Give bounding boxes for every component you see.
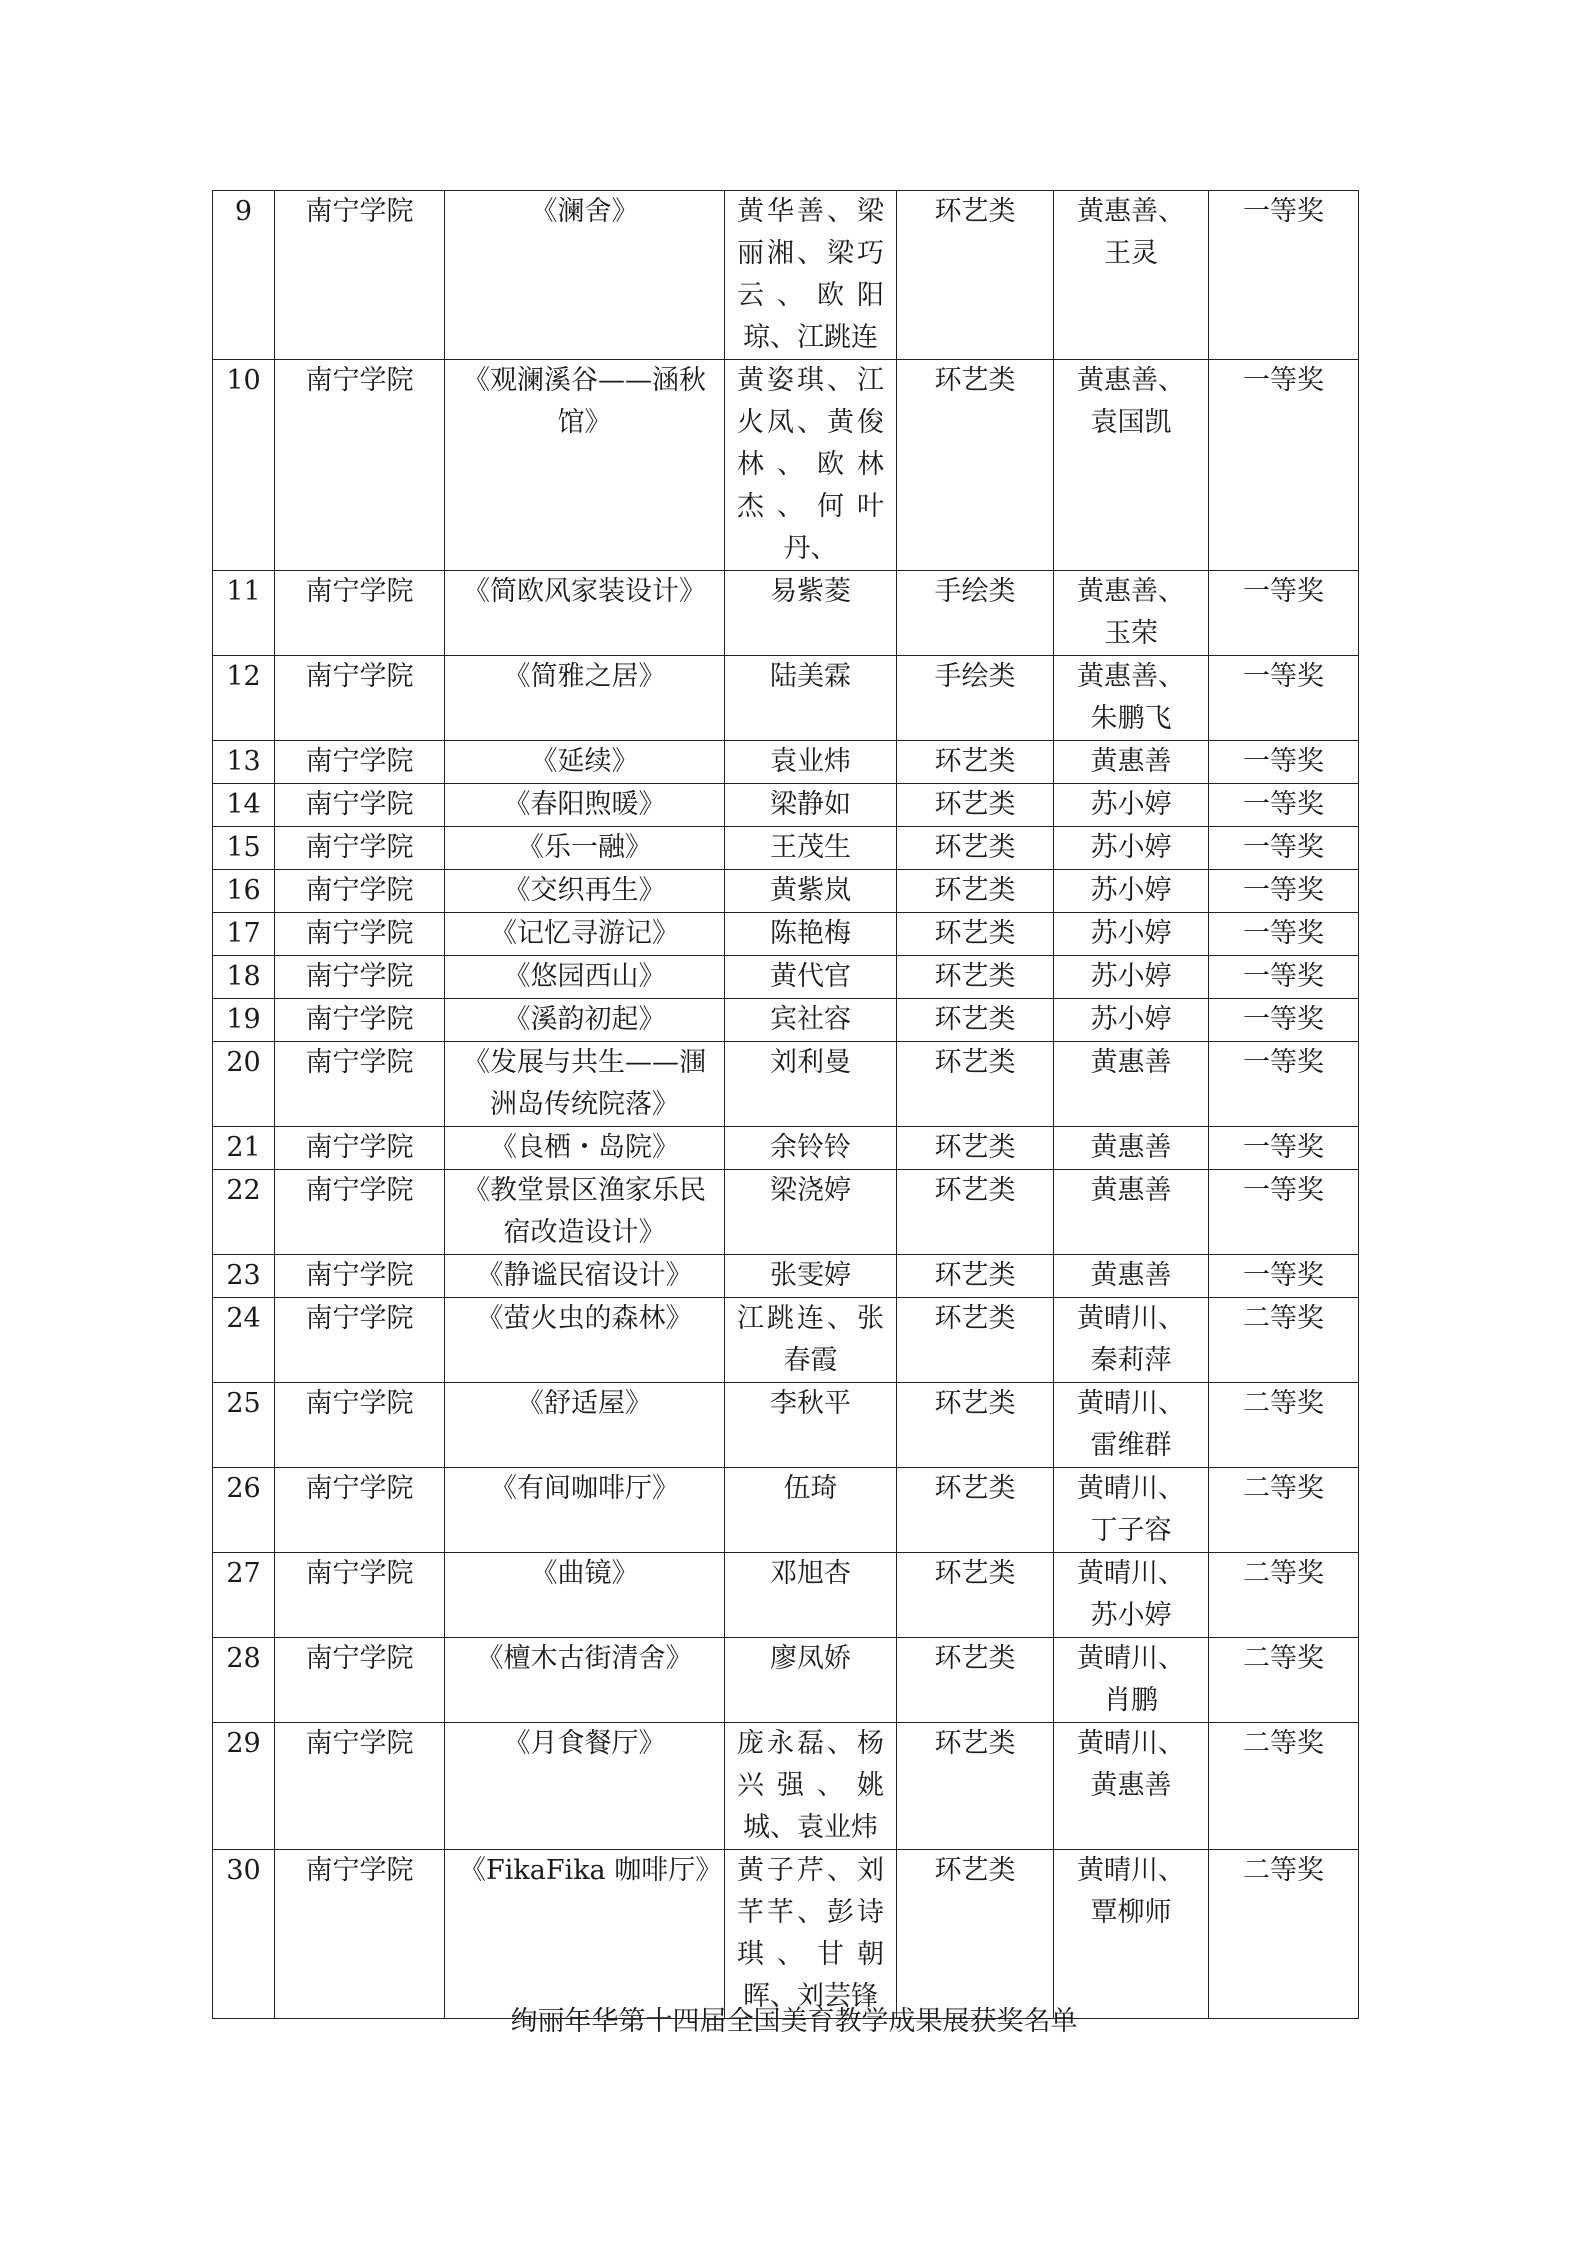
award-cell: 一等奖	[1209, 571, 1359, 656]
row-number: 16	[213, 870, 275, 913]
school-cell: 南宁学院	[275, 1298, 445, 1383]
table-row	[213, 656, 1359, 741]
work-title-cell: 《曲镜》	[445, 1553, 725, 1638]
category-cell: 环艺类	[897, 1850, 1054, 2019]
teacher-cell: 黄晴川、肖鹏	[1054, 1638, 1209, 1723]
row-number: 22	[213, 1170, 275, 1255]
category-cell: 环艺类	[897, 784, 1054, 827]
students-cell: 黄子芹、刘芊芊、彭诗琪、甘朝晖、刘芸锋	[725, 1850, 897, 2019]
work-title-cell: 《观澜溪谷——涵秋馆》	[445, 360, 725, 571]
category-cell: 环艺类	[897, 913, 1054, 956]
work-title-cell: 《溪韵初起》	[445, 999, 725, 1042]
school-cell: 南宁学院	[275, 956, 445, 999]
work-title-cell: 《FikaFika 咖啡厅》	[445, 1850, 725, 2019]
award-cell: 一等奖	[1209, 1255, 1359, 1298]
teacher-cell: 黄晴川、雷维群	[1054, 1383, 1209, 1468]
students-cell: 梁静如	[725, 784, 897, 827]
table-row	[213, 1638, 1359, 1723]
award-cell: 一等奖	[1209, 1127, 1359, 1170]
category-cell: 手绘类	[897, 571, 1054, 656]
work-title-cell: 《澜舍》	[445, 191, 725, 360]
row-number: 28	[213, 1638, 275, 1723]
award-cell: 二等奖	[1209, 1468, 1359, 1553]
work-title-cell: 《悠园西山》	[445, 956, 725, 999]
row-number: 30	[213, 1850, 275, 2019]
category-cell: 环艺类	[897, 191, 1054, 360]
award-cell: 一等奖	[1209, 1042, 1359, 1127]
school-cell: 南宁学院	[275, 1468, 445, 1553]
category-cell: 手绘类	[897, 656, 1054, 741]
school-cell: 南宁学院	[275, 191, 445, 360]
table-row	[213, 1723, 1359, 1850]
school-cell: 南宁学院	[275, 360, 445, 571]
category-cell: 环艺类	[897, 360, 1054, 571]
students-cell: 庞永磊、杨兴强、姚城、袁业炜	[725, 1723, 897, 1850]
teacher-cell: 苏小婷	[1054, 956, 1209, 999]
category-cell: 环艺类	[897, 1468, 1054, 1553]
table-row	[213, 360, 1359, 571]
work-title-cell: 《延续》	[445, 741, 725, 784]
students-cell: 张雯婷	[725, 1255, 897, 1298]
teacher-cell: 黄惠善	[1054, 1127, 1209, 1170]
teacher-cell: 黄惠善	[1054, 1170, 1209, 1255]
table-row	[213, 1850, 1359, 2019]
school-cell: 南宁学院	[275, 827, 445, 870]
row-number: 13	[213, 741, 275, 784]
school-cell: 南宁学院	[275, 1042, 445, 1127]
table-row	[213, 1468, 1359, 1553]
teacher-cell: 黄晴川、丁子容	[1054, 1468, 1209, 1553]
category-cell: 环艺类	[897, 1042, 1054, 1127]
school-cell: 南宁学院	[275, 1553, 445, 1638]
students-cell: 陈艳梅	[725, 913, 897, 956]
category-cell: 环艺类	[897, 1298, 1054, 1383]
table-row	[213, 1553, 1359, 1638]
teacher-cell: 黄惠善	[1054, 1255, 1209, 1298]
category-cell: 环艺类	[897, 1170, 1054, 1255]
students-cell: 易紫菱	[725, 571, 897, 656]
category-cell: 环艺类	[897, 1638, 1054, 1723]
teacher-cell: 黄惠善、袁国凯	[1054, 360, 1209, 571]
category-cell: 环艺类	[897, 999, 1054, 1042]
award-cell: 一等奖	[1209, 913, 1359, 956]
award-cell: 一等奖	[1209, 741, 1359, 784]
teacher-cell: 苏小婷	[1054, 999, 1209, 1042]
work-title-cell: 《檀木古街清舍》	[445, 1638, 725, 1723]
category-cell: 环艺类	[897, 870, 1054, 913]
row-number: 15	[213, 827, 275, 870]
table-row	[213, 827, 1359, 870]
students-cell: 江跳连、张春霞	[725, 1298, 897, 1383]
work-title-cell: 《静谧民宿设计》	[445, 1255, 725, 1298]
award-cell: 二等奖	[1209, 1850, 1359, 2019]
row-number: 11	[213, 571, 275, 656]
table-row	[213, 1383, 1359, 1468]
category-cell: 环艺类	[897, 1127, 1054, 1170]
award-cell: 二等奖	[1209, 1383, 1359, 1468]
students-cell: 刘利曼	[725, 1042, 897, 1127]
students-cell: 梁浇婷	[725, 1170, 897, 1255]
school-cell: 南宁学院	[275, 656, 445, 741]
award-cell: 一等奖	[1209, 656, 1359, 741]
award-cell: 一等奖	[1209, 1170, 1359, 1255]
school-cell: 南宁学院	[275, 741, 445, 784]
work-title-cell: 《教堂景区渔家乐民宿改造设计》	[445, 1170, 725, 1255]
teacher-cell: 黄晴川、秦莉萍	[1054, 1298, 1209, 1383]
table-row	[213, 191, 1359, 360]
school-cell: 南宁学院	[275, 1383, 445, 1468]
school-cell: 南宁学院	[275, 999, 445, 1042]
award-table	[212, 190, 1359, 2019]
row-number: 23	[213, 1255, 275, 1298]
students-cell: 余铃铃	[725, 1127, 897, 1170]
row-number: 10	[213, 360, 275, 571]
table-row	[213, 870, 1359, 913]
table-row	[213, 1170, 1359, 1255]
award-cell: 一等奖	[1209, 784, 1359, 827]
students-cell: 李秋平	[725, 1383, 897, 1468]
row-number: 14	[213, 784, 275, 827]
row-number: 12	[213, 656, 275, 741]
school-cell: 南宁学院	[275, 870, 445, 913]
teacher-cell: 黄晴川、覃柳师	[1054, 1850, 1209, 2019]
students-cell: 黄紫岚	[725, 870, 897, 913]
row-number: 21	[213, 1127, 275, 1170]
students-cell: 王茂生	[725, 827, 897, 870]
school-cell: 南宁学院	[275, 1255, 445, 1298]
teacher-cell: 黄惠善	[1054, 741, 1209, 784]
category-cell: 环艺类	[897, 1723, 1054, 1850]
work-title-cell: 《简欧风家装设计》	[445, 571, 725, 656]
school-cell: 南宁学院	[275, 1638, 445, 1723]
work-title-cell: 《交织再生》	[445, 870, 725, 913]
school-cell: 南宁学院	[275, 571, 445, 656]
work-title-cell: 《简雅之居》	[445, 656, 725, 741]
work-title-cell: 《良栖・岛院》	[445, 1127, 725, 1170]
students-cell: 邓旭杏	[725, 1553, 897, 1638]
work-title-cell: 《记忆寻游记》	[445, 913, 725, 956]
table-row	[213, 913, 1359, 956]
school-cell: 南宁学院	[275, 1170, 445, 1255]
award-cell: 一等奖	[1209, 999, 1359, 1042]
teacher-cell: 苏小婷	[1054, 784, 1209, 827]
award-cell: 一等奖	[1209, 360, 1359, 571]
students-cell: 袁业炜	[725, 741, 897, 784]
award-cell: 一等奖	[1209, 827, 1359, 870]
award-cell: 二等奖	[1209, 1298, 1359, 1383]
category-cell: 环艺类	[897, 827, 1054, 870]
school-cell: 南宁学院	[275, 1850, 445, 2019]
row-number: 25	[213, 1383, 275, 1468]
school-cell: 南宁学院	[275, 784, 445, 827]
work-title-cell: 《乐一融》	[445, 827, 725, 870]
row-number: 18	[213, 956, 275, 999]
table-row	[213, 1255, 1359, 1298]
table-row	[213, 1298, 1359, 1383]
teacher-cell: 黄惠善、王灵	[1054, 191, 1209, 360]
table-row	[213, 784, 1359, 827]
teacher-cell: 黄惠善、朱鹏飞	[1054, 656, 1209, 741]
work-title-cell: 《有间咖啡厅》	[445, 1468, 725, 1553]
table-row	[213, 1042, 1359, 1127]
table-row	[213, 571, 1359, 656]
category-cell: 环艺类	[897, 956, 1054, 999]
row-number: 29	[213, 1723, 275, 1850]
teacher-cell: 黄晴川、黄惠善	[1054, 1723, 1209, 1850]
table-row	[213, 999, 1359, 1042]
category-cell: 环艺类	[897, 1383, 1054, 1468]
work-title-cell: 《萤火虫的森林》	[445, 1298, 725, 1383]
award-cell: 二等奖	[1209, 1638, 1359, 1723]
category-cell: 环艺类	[897, 1255, 1054, 1298]
row-number: 26	[213, 1468, 275, 1553]
teacher-cell: 苏小婷	[1054, 870, 1209, 913]
page-footer-caption: 绚丽年华第十四届全国美育教学成果展获奖名单	[510, 2006, 1078, 2037]
table-row	[213, 741, 1359, 784]
school-cell: 南宁学院	[275, 1723, 445, 1850]
students-cell: 黄华善、梁丽湘、梁巧云、欧阳琼、江跳连	[725, 191, 897, 360]
students-cell: 廖凤娇	[725, 1638, 897, 1723]
row-number: 9	[213, 191, 275, 360]
award-cell: 二等奖	[1209, 1553, 1359, 1638]
category-cell: 环艺类	[897, 741, 1054, 784]
students-cell: 伍琦	[725, 1468, 897, 1553]
students-cell: 黄姿琪、江火凤、黄俊林、欧林杰、何叶丹、	[725, 360, 897, 571]
students-cell: 陆美霖	[725, 656, 897, 741]
school-cell: 南宁学院	[275, 913, 445, 956]
row-number: 20	[213, 1042, 275, 1127]
school-cell: 南宁学院	[275, 1127, 445, 1170]
teacher-cell: 黄惠善	[1054, 1042, 1209, 1127]
teacher-cell: 黄晴川、苏小婷	[1054, 1553, 1209, 1638]
row-number: 24	[213, 1298, 275, 1383]
teacher-cell: 苏小婷	[1054, 913, 1209, 956]
teacher-cell: 苏小婷	[1054, 827, 1209, 870]
award-cell: 一等奖	[1209, 191, 1359, 360]
students-cell: 黄代官	[725, 956, 897, 999]
award-cell: 一等奖	[1209, 956, 1359, 999]
work-title-cell: 《春阳煦暖》	[445, 784, 725, 827]
row-number: 17	[213, 913, 275, 956]
row-number: 19	[213, 999, 275, 1042]
work-title-cell: 《舒适屋》	[445, 1383, 725, 1468]
award-cell: 一等奖	[1209, 870, 1359, 913]
work-title-cell: 《发展与共生——涠洲岛传统院落》	[445, 1042, 725, 1127]
students-cell: 宾社容	[725, 999, 897, 1042]
award-cell: 二等奖	[1209, 1723, 1359, 1850]
work-title-cell: 《月食餐厅》	[445, 1723, 725, 1850]
teacher-cell: 黄惠善、玉荣	[1054, 571, 1209, 656]
table-row	[213, 956, 1359, 999]
category-cell: 环艺类	[897, 1553, 1054, 1638]
row-number: 27	[213, 1553, 275, 1638]
table-row	[213, 1127, 1359, 1170]
